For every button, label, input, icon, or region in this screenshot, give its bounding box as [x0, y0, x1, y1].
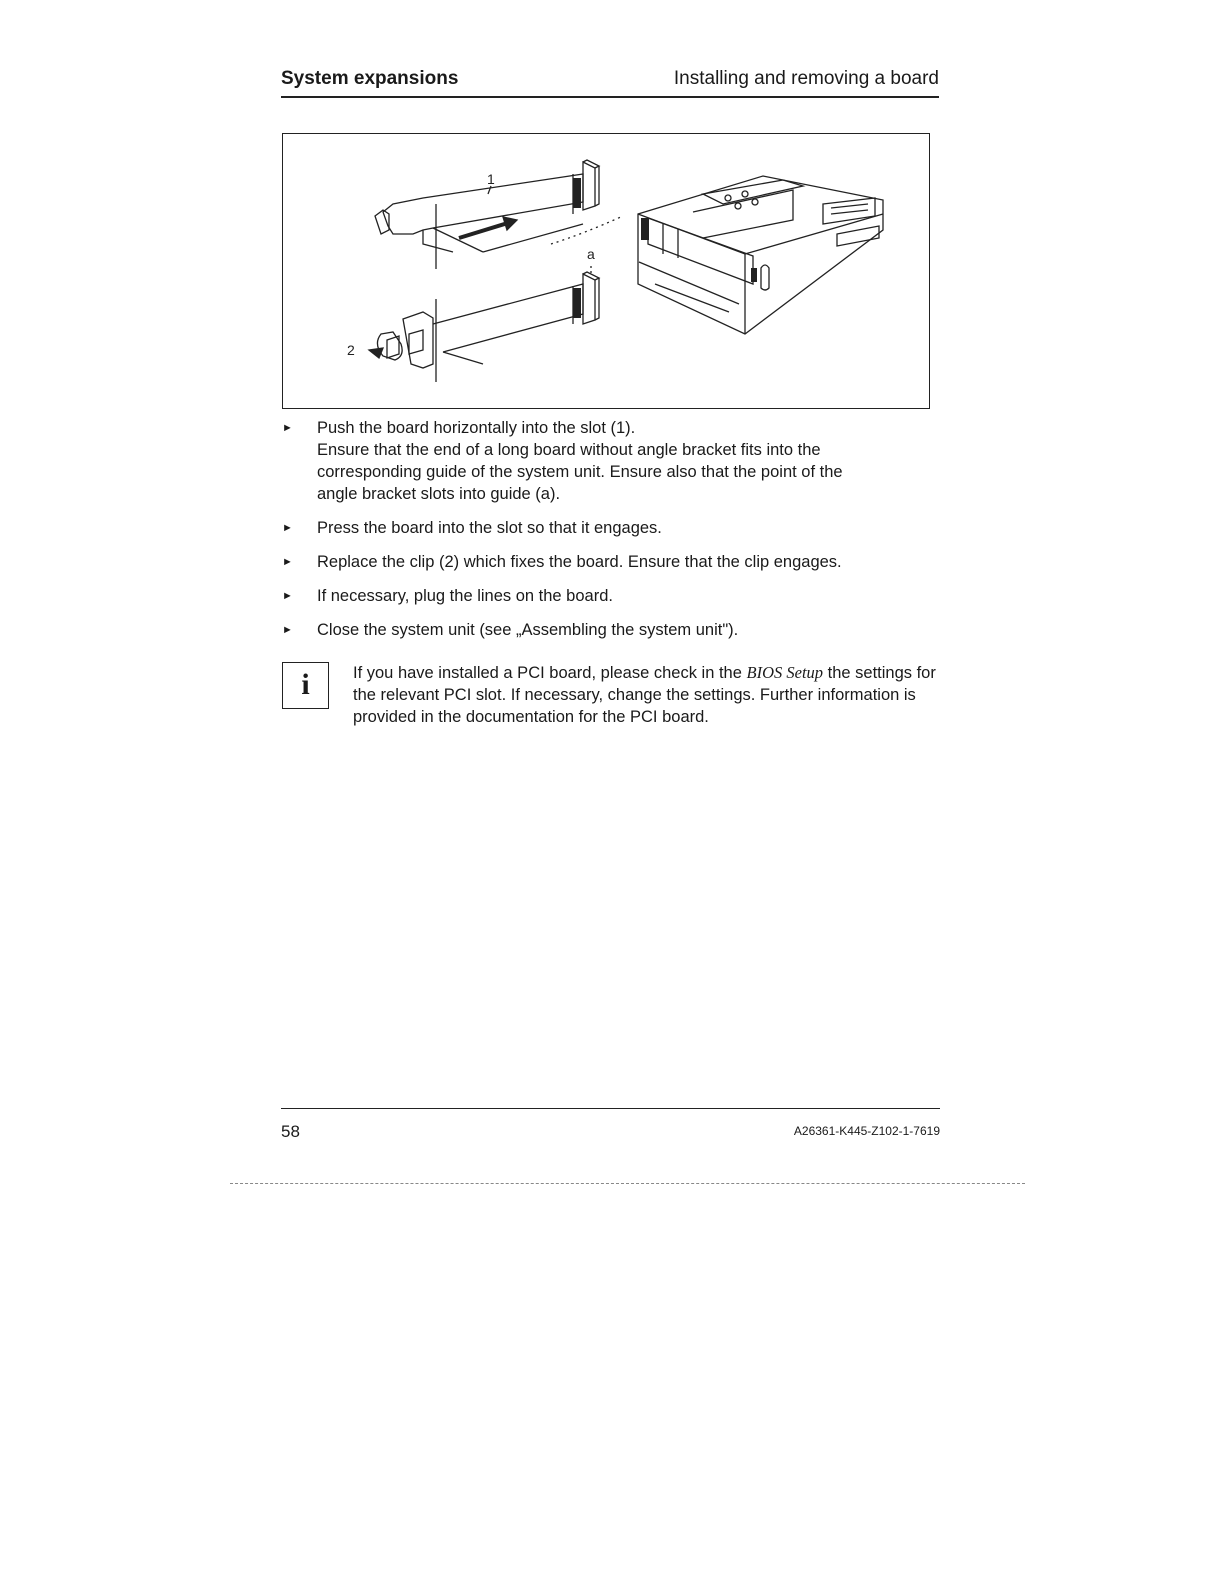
info-text-before: If you have installed a PCI board, please check in the [353, 664, 747, 682]
topic-title: Installing and removing a board [673, 68, 939, 89]
callout-a: a [587, 246, 595, 262]
info-icon: i [282, 662, 329, 709]
triangle-bullet-icon: ► [282, 556, 293, 568]
info-text-after: the settings for the relevant PCI slot. If necessary, change the settings. Further information is provided in the documentation for the PCI board. [353, 664, 936, 726]
step-line: Close the system unit (see „Assembling the system unit"). [317, 621, 739, 639]
step-4 [282, 585, 932, 607]
document-code: A26361-K445-Z102-1-7619 [793, 1124, 940, 1138]
scan-artifact-line [230, 1183, 1025, 1184]
step-5 [282, 619, 932, 641]
section-title: System expansions [281, 68, 459, 89]
bios-setup-term: BIOS Setup [746, 663, 824, 682]
step-1 [282, 417, 932, 505]
info-text [353, 662, 943, 728]
step-line: corresponding guide of the system unit. Ensure also that the point of the [317, 463, 843, 481]
info-note [282, 662, 936, 732]
triangle-bullet-icon: ► [282, 624, 293, 636]
callout-1: 1 [487, 171, 495, 187]
step-line: Press the board into the slot so that it engages. [317, 519, 662, 537]
step-line: angle bracket slots into guide (a). [317, 485, 561, 503]
step-2 [282, 517, 932, 539]
triangle-bullet-icon: ► [282, 590, 293, 602]
page-number: 58 [281, 1122, 300, 1141]
step-3 [282, 551, 932, 573]
step-line: If necessary, plug the lines on the board. [317, 587, 613, 605]
installation-figure [282, 133, 930, 409]
step-line: Replace the clip (2) which fixes the board. Ensure that the clip engages. [317, 553, 842, 571]
page-header [281, 66, 939, 98]
triangle-bullet-icon: ► [282, 522, 293, 534]
page-footer [281, 1108, 940, 1139]
step-line: Ensure that the end of a long board without angle bracket fits into the [317, 441, 821, 459]
triangle-bullet-icon: ► [282, 422, 293, 434]
step-line: Push the board horizontally into the slot (1). [317, 419, 636, 437]
callout-2: 2 [347, 342, 355, 358]
instruction-steps [282, 417, 932, 653]
board-installation-illustration [283, 134, 931, 410]
